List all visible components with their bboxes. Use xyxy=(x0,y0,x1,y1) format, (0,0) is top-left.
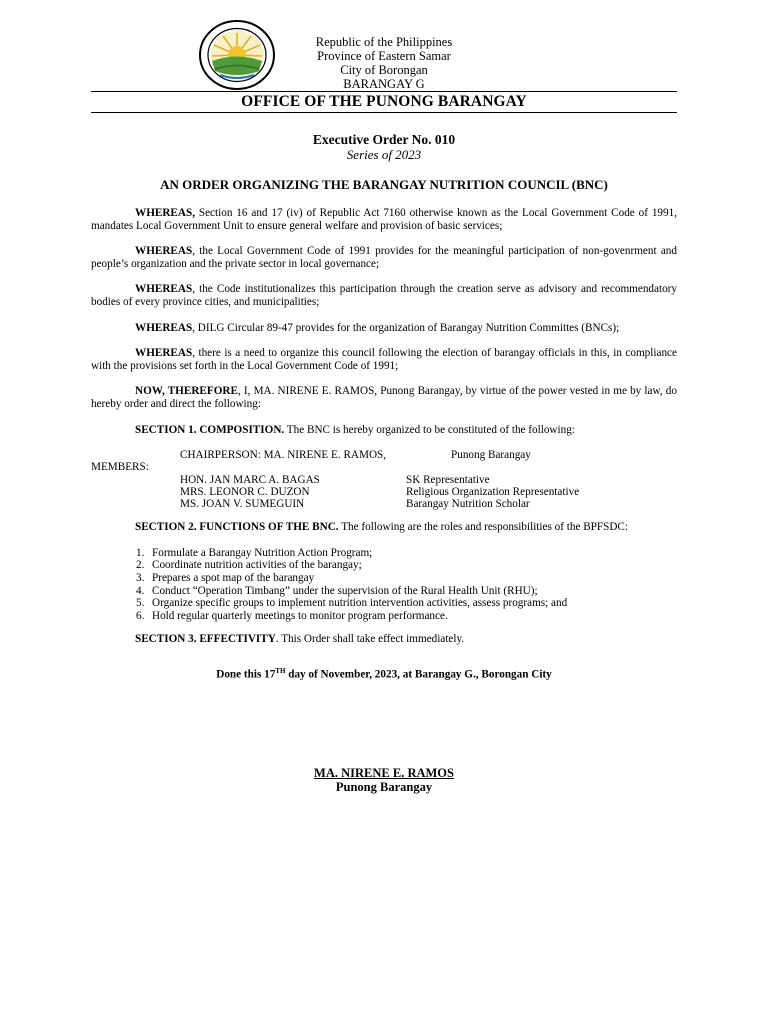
list-item: 2. Coordinate nutrition activities of the barangay; xyxy=(136,559,362,572)
whereas-clause: WHEREAS, DILG Circular 89-47 provides for the organization of Barangay Nutrition Committes (BNCs); xyxy=(135,321,620,334)
office-title: OFFICE OF THE PUNONG BARANGAY xyxy=(241,93,527,110)
whereas-clause: WHEREAS, there is a need to organize this council following the election of barangay officials in this, in compliance with the provisions set forth in the Local Government Code of 1991; xyxy=(91,347,677,372)
members-label: MEMBERS: xyxy=(91,461,149,474)
member-role: Religious Organization Representative xyxy=(406,486,580,499)
section-2: SECTION 2. FUNCTIONS OF THE BNC. The following are the roles and responsibilities of the BPFSDC: xyxy=(135,521,628,534)
header-rule-bottom xyxy=(91,112,677,113)
composition-list xyxy=(91,449,677,511)
letterhead-line: City of Borongan xyxy=(340,63,428,77)
list-item: 6. Hold regular quarterly meetings to monitor program performance. xyxy=(136,609,448,622)
whereas-clause: WHEREAS, the Local Government Code of 1991 provides for the meaningful participation of non-govenrment and people’s organization and the private sector in local governance; xyxy=(91,245,677,270)
order-body xyxy=(91,207,677,681)
whereas-clause: WHEREAS, Section 16 and 17 (iv) of Republic Act 7160 otherwise known as the Local Government Code of 1991, mandates Local Government Unit to ensure general welfare and provision of basic services; xyxy=(91,207,677,232)
member-name: HON. JAN MARC A. BAGAS xyxy=(180,474,320,487)
chairperson-label: CHAIRPERSON: MA. NIRENE E. RAMOS, xyxy=(180,449,387,462)
letterhead-line: BARANGAY G xyxy=(343,77,425,91)
chairperson-role: Punong Barangay xyxy=(451,449,531,462)
now-therefore-clause: NOW, THEREFORE, I, MA. NIRENE E. RAMOS, Punong Barangay, by virtue of the power vested in me by law, do hereby order and direct the following: xyxy=(91,385,677,410)
header-rule-top xyxy=(91,91,677,92)
member-name: MRS. LEONOR C. DUZON xyxy=(180,486,310,499)
barangay-seal-icon xyxy=(193,19,281,91)
order-series: Series of 2023 xyxy=(346,147,422,162)
list-item: 5. Organize specific groups to implement nutrition intervention activities, assess programs; and xyxy=(136,597,568,610)
signatory-title: Punong Barangay xyxy=(335,780,433,794)
executive-order-number: Executive Order No. 010 xyxy=(312,132,456,147)
functions-list xyxy=(91,547,677,623)
member-role: Barangay Nutrition Scholar xyxy=(406,498,530,511)
signatory-name: MA. NIRENE E. RAMOS xyxy=(314,766,454,780)
letterhead xyxy=(300,35,468,91)
list-item: 3. Prepares a spot map of the barangay xyxy=(136,571,315,584)
member-name: MS. JOAN V. SUMEGUIN xyxy=(180,498,305,511)
done-statement: Done this 17TH day of November, 2023, at Barangay G., Borongan City xyxy=(216,666,552,681)
section-1: SECTION 1. COMPOSITION. The BNC is hereby organized to be constituted of the following: xyxy=(135,423,575,436)
member-role: SK Representative xyxy=(406,474,490,487)
order-title: AN ORDER ORGANIZING THE BARANGAY NUTRITION COUNCIL (BNC) xyxy=(160,177,608,192)
whereas-clause: WHEREAS, the Code institutionalizes this participation through the creation serve as advisory and recommendatory bodies of every province cities, and municipalities; xyxy=(91,283,677,308)
letterhead-line: Province of Eastern Samar xyxy=(317,49,451,63)
list-item: 1. Formulate a Barangay Nutrition Action Program; xyxy=(136,546,373,559)
list-item: 4. Conduct “Operation Timbang” under the supervision of the Rural Health Unit (RHU); xyxy=(136,584,538,597)
section-3: SECTION 3. EFFECTIVITY. This Order shall take effect immediately. xyxy=(135,633,465,646)
letterhead-line: Republic of the Philippines xyxy=(315,35,453,49)
